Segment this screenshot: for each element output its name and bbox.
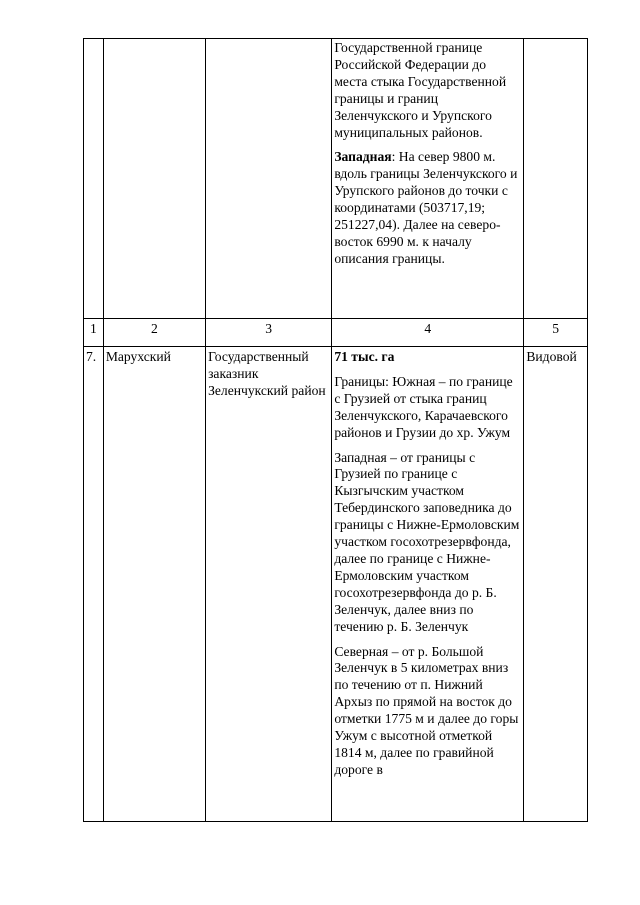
row-number: 7. [84,347,104,822]
column-number-row [84,319,588,347]
boundary-north: Северная – от р. Большой Зеленчук в 5 километрах вниз по течению от п. Нижний Архыз по прямой на восток до отметки 1775 м и далее до горы Ужум с высотной отметкой 1814 м, далее по гравийной дороге в [334,643,519,777]
reserve-area: 71 тыс. га [334,349,395,364]
boundary-south: Границы: Южная – по границе с Грузией от стыка границ Зеленчукского, Карачаевского районов и Грузии до хр. Ужум [334,373,513,440]
cell-category [206,39,332,319]
boundary-text-west [334,149,521,267]
reserve-name: Марухский [103,347,205,822]
cell-name [103,39,205,319]
cell-boundary-description [332,39,524,319]
west-label: Западная [334,149,392,165]
reserve-boundaries [332,347,524,822]
cell-type [524,39,588,319]
cell-number [84,39,104,319]
west-text: : На север 9800 м. вдоль границы Зеленчукского и Урупского районов до точки с координатами (503717,19; 251227,04). Далее на северо-восток 6990 м. к началу описания границы. [334,149,518,266]
table-row-7 [84,347,588,822]
column-number-3: 3 [206,319,332,347]
boundary-text-east: Государственной границе Российской Федерации до места стыка Государственной границы и границ Зеленчукского и Урупского муниципальных районов. [334,40,507,140]
boundary-west: Западная – от границы с Грузией по границе с Кызгычским участком Тебердинского заповедника до границы с Нижне-Ермоловским участком госохотрезервфонда, далее по границе с Нижне-Ермоловским участком госохотрезервфонда до р. Б. Зеленчук, далее вниз по течению р. Б. Зеленчук [334,449,520,634]
reserve-type: Видовой [524,347,588,822]
column-number-5: 5 [524,319,588,347]
column-number-1: 1 [84,319,104,347]
reserve-category: Государственный заказник Зеленчукский район [206,347,332,822]
column-number-4: 4 [332,319,524,347]
column-number-2: 2 [103,319,205,347]
table-row-continued [84,39,588,319]
reserves-table [83,38,588,822]
